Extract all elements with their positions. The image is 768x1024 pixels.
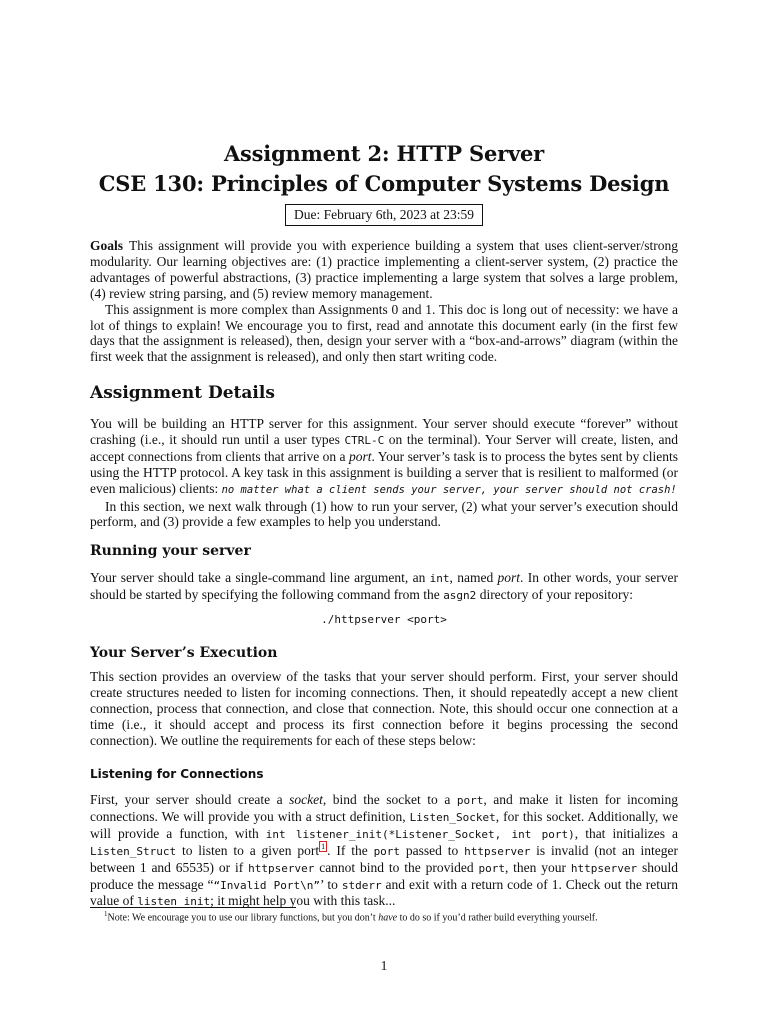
page-number: 1 (380, 958, 388, 973)
details-section (90, 416, 678, 530)
no-crash-emphasis: no matter what a client sends your server, your server should not crash! (221, 483, 677, 496)
running-section (90, 570, 678, 604)
footnote-link[interactable]: 1 (321, 842, 326, 852)
goals-section (90, 238, 678, 365)
ctrl-c-key: CTRL-C (344, 433, 385, 447)
assignment-details-heading: Assignment Details (90, 383, 275, 403)
invalid-port-message: “Invalid Port\n” (213, 878, 320, 892)
title-block (0, 139, 768, 226)
server-execution-heading: Your Server’s Execution (90, 645, 278, 661)
listener-init-signature: int listener_init(*Listener_Socket, int port) (265, 827, 575, 841)
run-command: ./httpserver <port> (321, 613, 447, 626)
goals-text: This assignment will provide you with experience building a system that uses client-server/strong modularity. Our learning objectives are: (1) practice implementing a client-server system, (2) practice the advantages of powerful abstractions, (3) practice implementing a large system that solves a large problem, (4) review string parsing, and (5) review memory management. (90, 238, 678, 301)
complexity-paragraph: This assignment is more complex than Assignments 0 and 1. This doc is long out of necessity: we have a lot of things to explain! We encourage you to first, read and annotate this document early (in the first few days that the assignment is released), then, design your server with a “box-and-arrows” diagram (within the first week that the assignment is released), and only then start writing code. (90, 301, 678, 365)
due-date-box: Due: February 6th, 2023 at 23:59 (285, 204, 483, 226)
running-paragraph: Your server should take a single-command line argument, an int, named port. In other words, your server should be started by specifying the following command from the asgn2 directory of your repository: (90, 570, 678, 602)
running-server-heading: Running your server (90, 543, 251, 559)
footnote-number: 1 (104, 910, 108, 918)
goals-paragraph (90, 238, 678, 302)
listening-paragraph: First, your server should create a socket, bind the socket to a port, and make it listen for incoming connections. We will provide you with a struct definition, Listen_Socket, for this socket. Additionally, we will provide a function, with int listener_init(*Listener_Socket, int port), that initializes a Listen_Struct to listen to a given port $^1$ . If the port passed to httpserver is invalid (not an integer between 1 and 65535) or if httpserver cannot bind to the provided port, then your httpserver should produce the message ““Invalid Port\n”’ to stderr and exit with a return code of 1. Check out the return value of listen_init; it might help you with this task... (90, 792, 679, 909)
goals-label: Goals (90, 238, 124, 253)
listening-heading: Listening for Connections (90, 767, 264, 781)
course-title: CSE 130: Principles of Computer Systems Design (98, 171, 670, 196)
footnote: $^1$Note: We encourage you to use our library functions, but you don’t have to do so if you’d rather build everything yourself. (104, 910, 598, 924)
details-paragraph: You will be building an HTTP server for this assignment. Your server should execute “forever” without crashing (i.e., it should run until a user types CTRL-C on the terminal). Your Server will create, listen, and accept connections from clients that arrive on a port. Your server’s task is to process the bytes sent by clients using the HTTP protocol. A key task in this assignment is building a server that is resilient to malformed (or even malicious) clients: no matter what a client sends your server, your server should not crash! (90, 416, 678, 496)
assignment-title: Assignment 2: HTTP Server (223, 141, 545, 166)
execution-paragraph: This section provides an overview of the tasks that your server should perform. First, your server should create structures needed to listen for incoming connections. Then, it should repeatedly accept a new client connection, process that connection, and close that connection. Note, this should occur one connection at a time (i.e., it should accept and process its first connection before it begins processing the second connection). We outline the requirements for each of these steps below: (90, 669, 678, 748)
listening-section (90, 792, 678, 910)
execution-section (90, 669, 678, 749)
asgn2-directory: asgn2 (443, 588, 477, 602)
walkthrough-paragraph: In this section, we next walk through (1) how to run your server, (2) what your server’s execution should perform, and (3) provide a few examples to help you understand. (90, 498, 678, 530)
